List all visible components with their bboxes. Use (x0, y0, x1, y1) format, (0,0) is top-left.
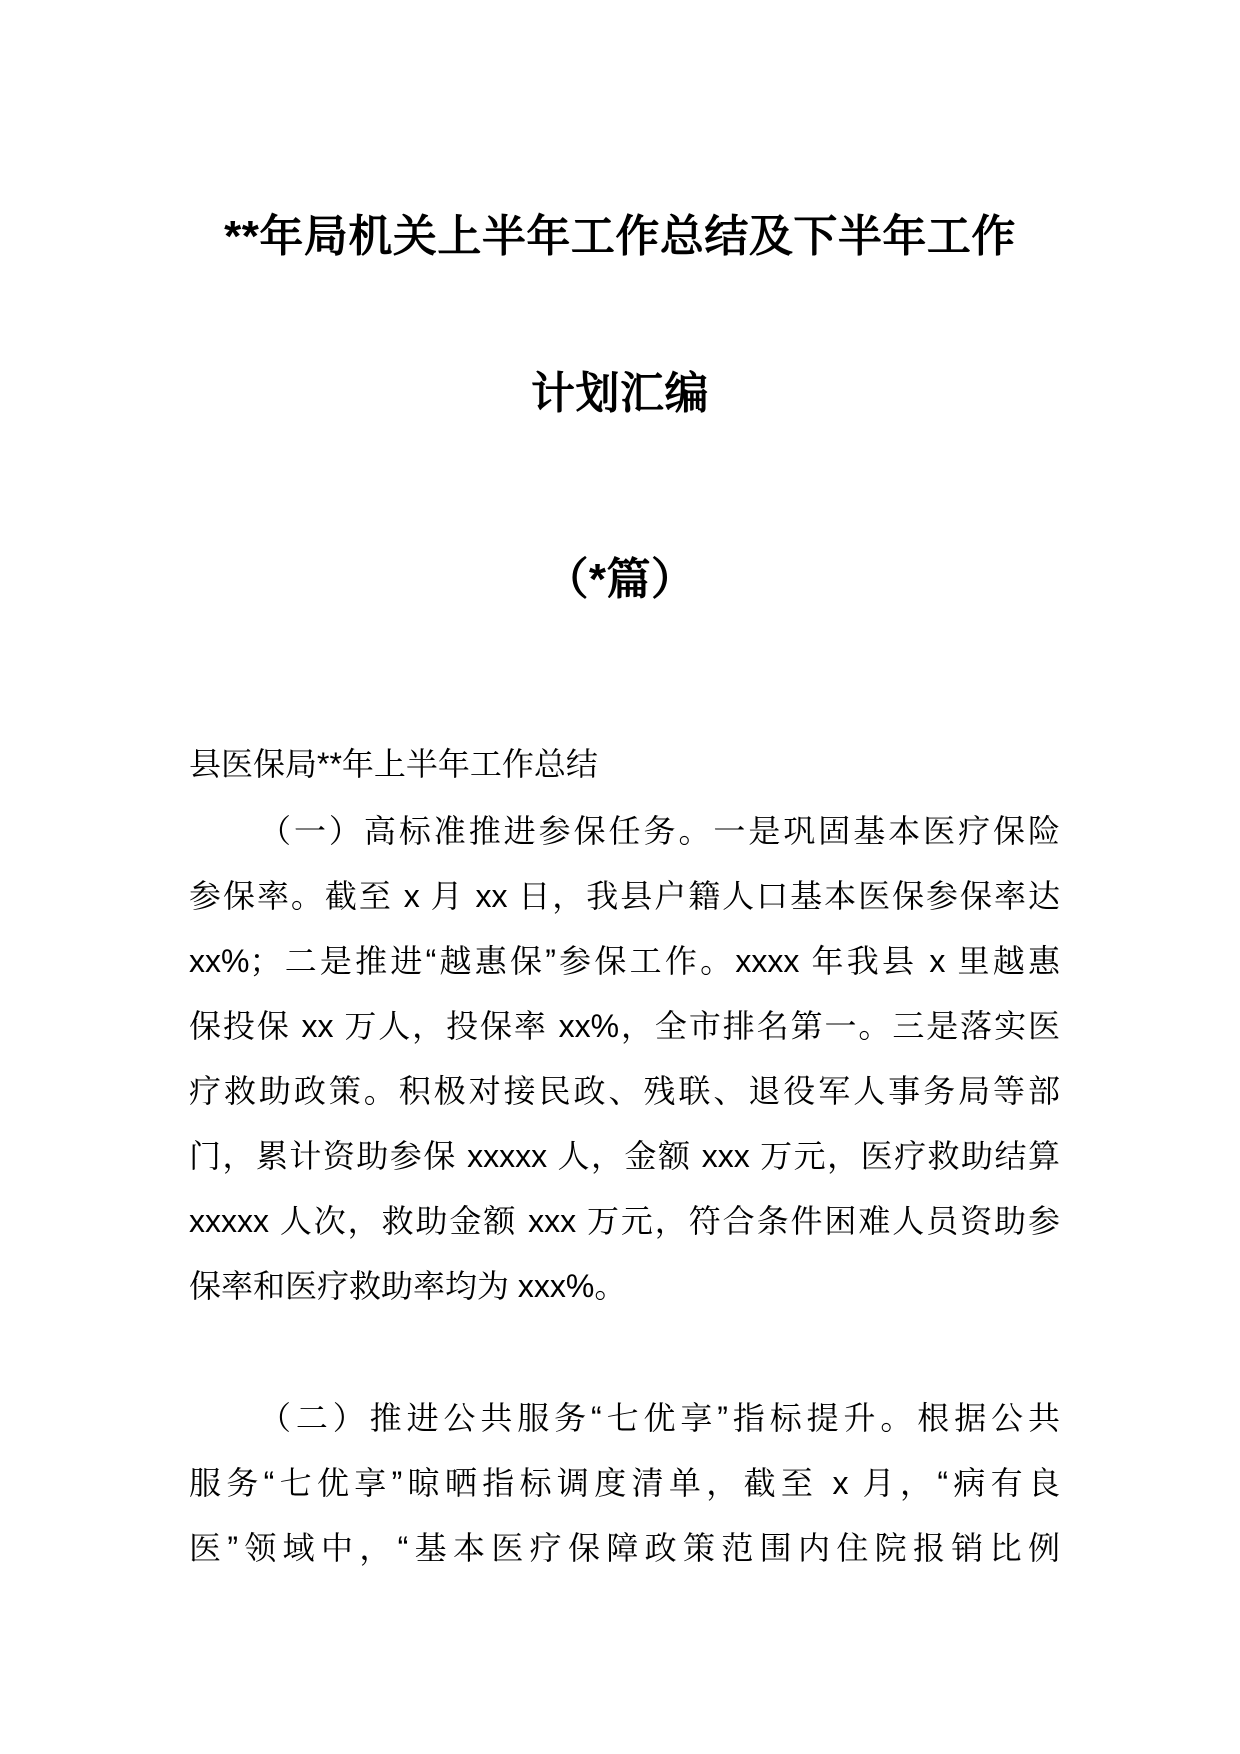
paragraph-line: （二）推进公共服务“七优享”指标提升。根据公共 (259, 1400, 1060, 1436)
document-title-line-1: **年局机关上半年工作总结及下半年工作 (224, 212, 1016, 261)
paragraph-line: （一）高标准推进参保任务。一是巩固基本医疗保险 (259, 813, 1060, 849)
paragraph-line: 门，累计资助参保 xxxxx 人，金额 xxx 万元，医疗救助结算 (189, 1138, 1060, 1174)
paragraph-line: 保率和医疗救助率均为 xxx%。 (189, 1268, 627, 1304)
document-subtitle: （*篇） (544, 555, 696, 604)
document-title-line-2: 计划汇编 (531, 369, 709, 418)
paragraph-line: 疗救助政策。积极对接民政、残联、退役军人事务局等部 (189, 1073, 1060, 1109)
paragraph-line: 医”领域中，“基本医疗保障政策范围内住院报销比例 (189, 1530, 1060, 1566)
paragraph-line: 保投保 xx 万人，投保率 xx%，全市排名第一。三是落实医 (189, 1008, 1060, 1044)
paragraph-line: xxxxx 人次，救助金额 xxx 万元，符合条件困难人员资助参 (189, 1203, 1060, 1239)
paragraph-line: 参保率。截至 x 月 xx 日，我县户籍人口基本医保参保率达 (189, 878, 1060, 914)
section-heading: 县医保局**年上半年工作总结 (189, 746, 598, 782)
paragraph-line: xx%；二是推进“越惠保”参保工作。xxxx 年我县 x 里越惠 (189, 943, 1060, 979)
paragraph-line: 服务“七优享”晾晒指标调度清单，截至 x 月，“病有良 (189, 1465, 1060, 1501)
